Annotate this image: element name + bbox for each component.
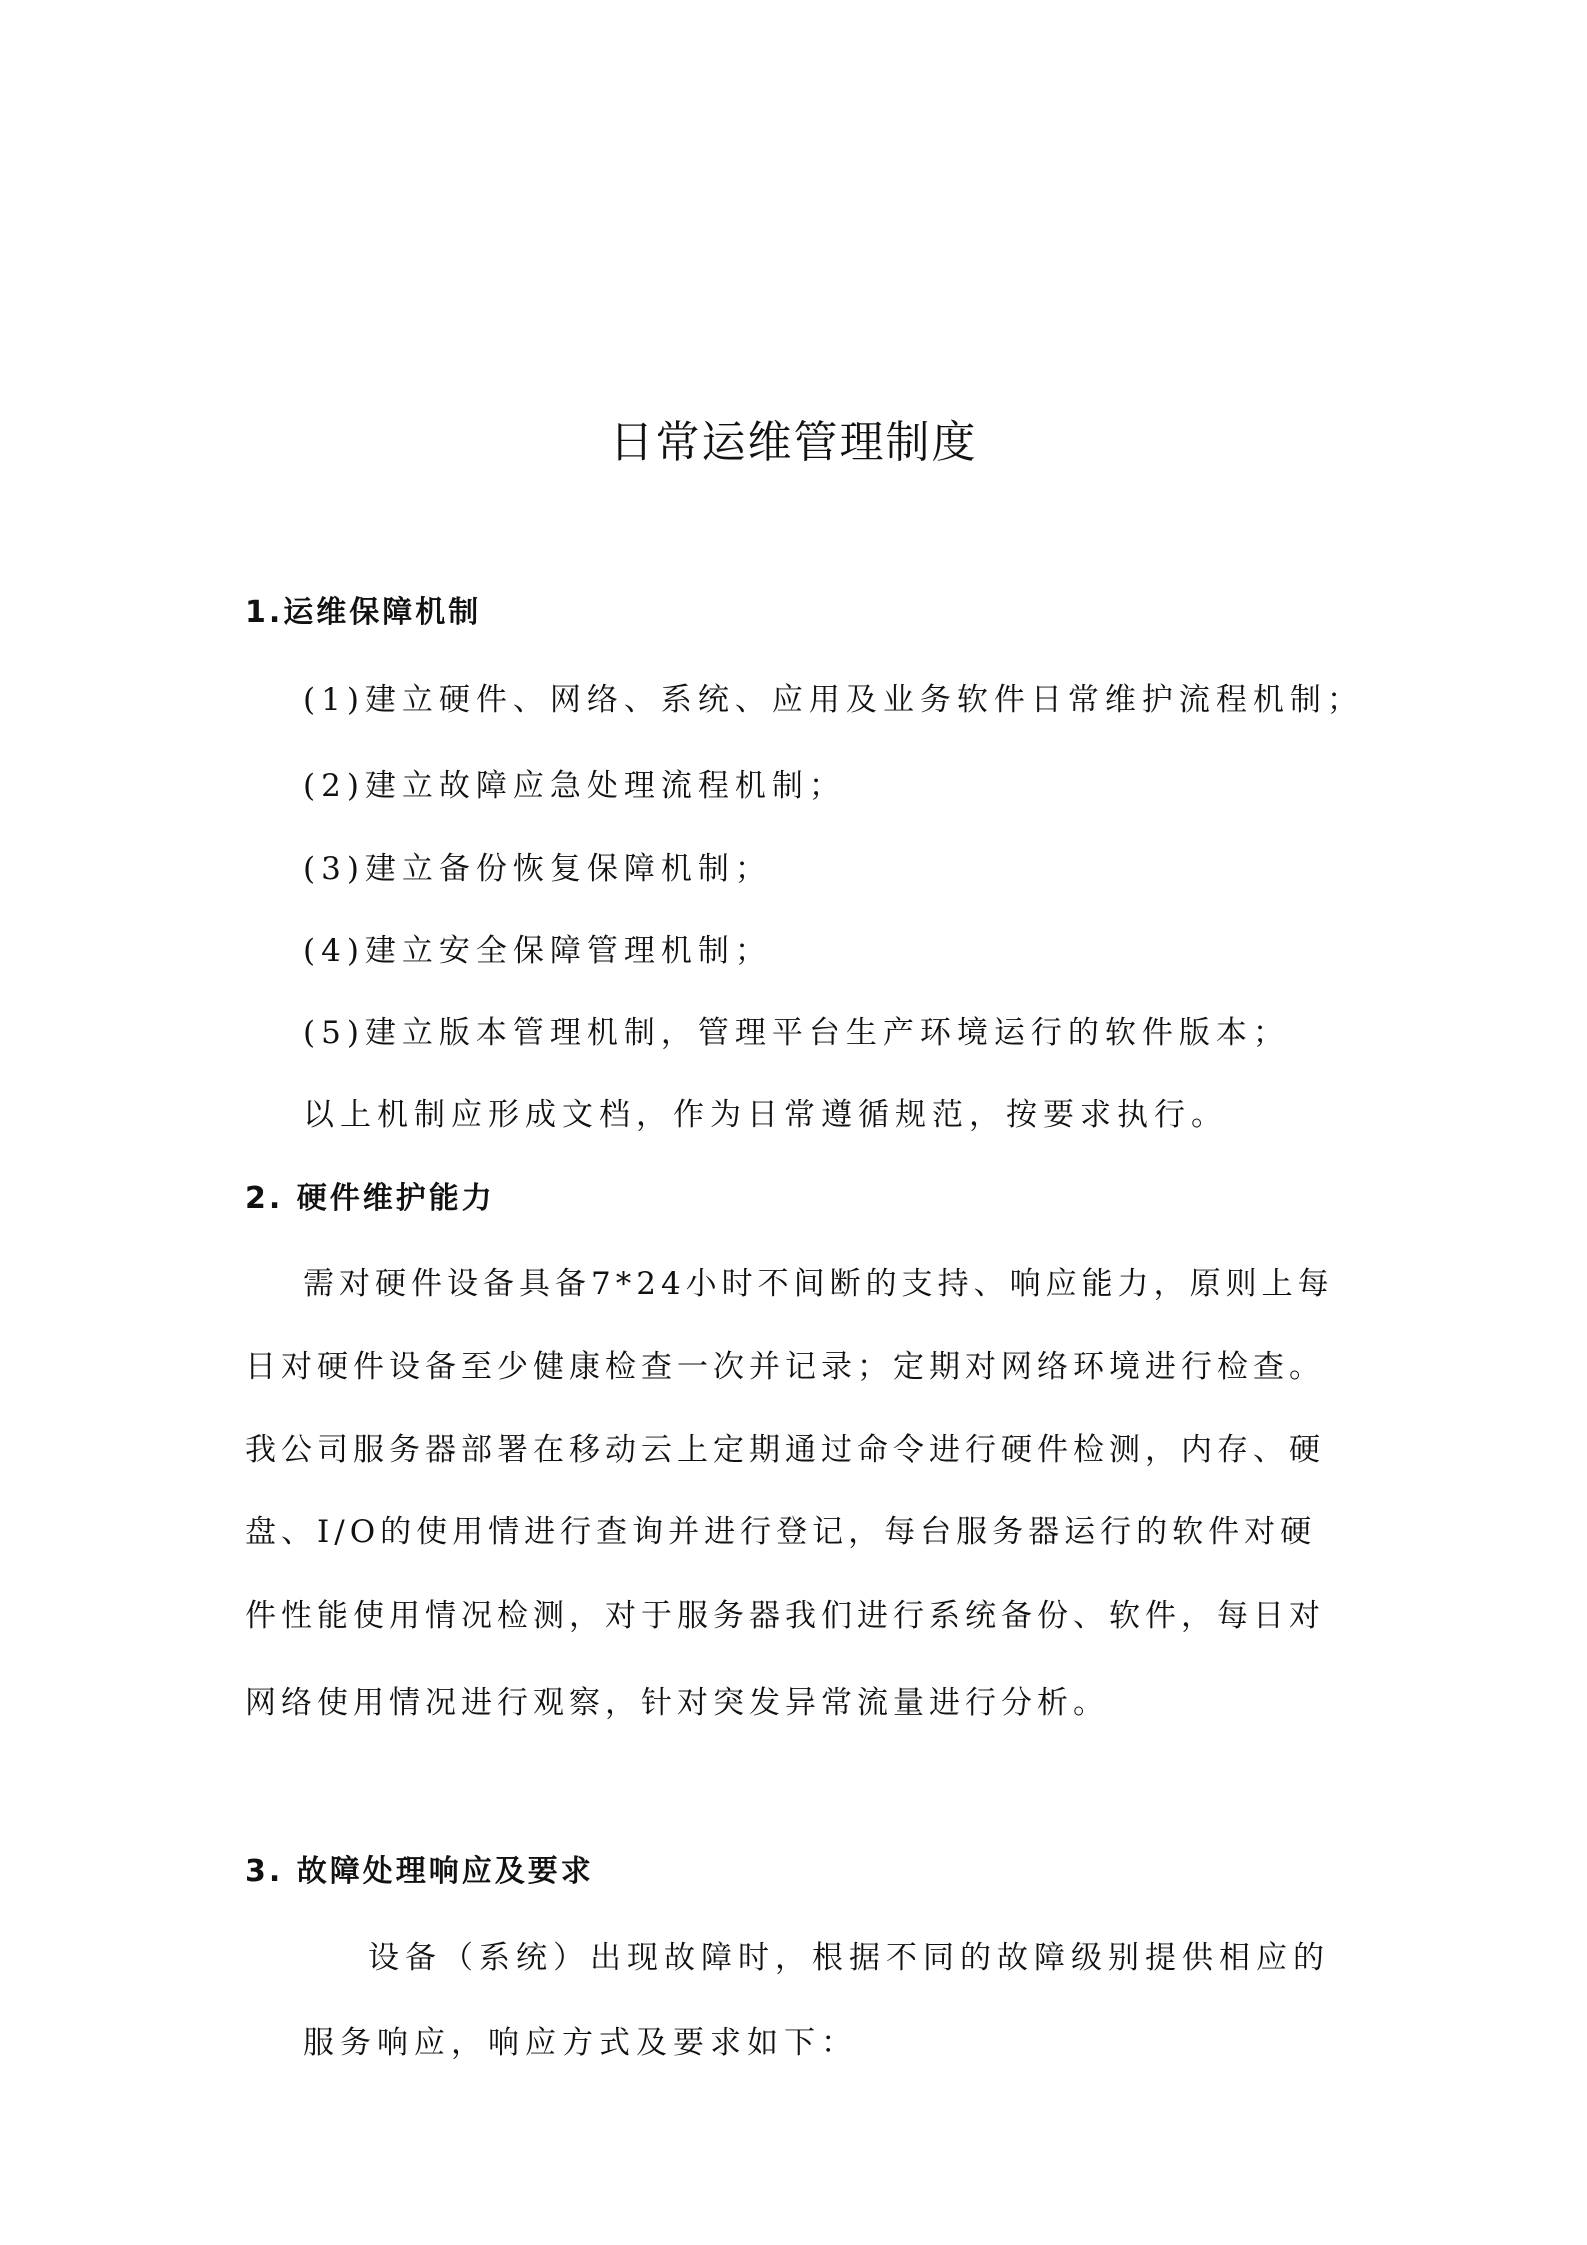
section-1-line: (5)建立版本管理机制，管理平台生产环境运行的软件版本； — [303, 1015, 1290, 1051]
section-1-line: (4)建立安全保障管理机制； — [303, 933, 772, 969]
section-3-line: 设备（系统）出现故障时，根据不同的故障级别提供相应的 — [368, 1940, 1330, 1976]
section-2-line: 我公司服务器部署在移动云上定期通过命令进行硬件检测，内存、硬 — [245, 1432, 1325, 1468]
section-2-line: 盘、I/O的使用情进行查询并进行登记，每台服务器运行的软件对硬 — [245, 1514, 1317, 1550]
section-3-line: 服务响应，响应方式及要求如下： — [303, 2025, 858, 2061]
section-2-line: 网络使用情况进行观察，针对突发异常流量进行分析。 — [245, 1685, 1109, 1721]
section-2-line: 件性能使用情况检测，对于服务器我们进行系统备份、软件，每日对 — [245, 1598, 1325, 1634]
section-heading-2: 2. 硬件维护能力 — [245, 1181, 495, 1216]
section-1-line: (2)建立故障应急处理流程机制； — [303, 768, 846, 804]
section-1-line: (1)建立硬件、网络、系统、应用及业务软件日常维护流程机制； — [303, 682, 1364, 718]
document-title: 日常运维管理制度 — [609, 417, 978, 468]
section-heading-1: 1.运维保障机制 — [245, 595, 482, 630]
section-heading-3: 3. 故障处理响应及要求 — [245, 1854, 594, 1889]
section-2-line: 日对硬件设备至少健康检查一次并记录；定期对网络环境进行检查。 — [245, 1349, 1325, 1385]
section-1-line: 以上机制应形成文档，作为日常遵循规范，按要求执行。 — [303, 1097, 1228, 1133]
section-1-line: (3)建立备份恢复保障机制； — [303, 851, 772, 887]
section-2-line: 需对硬件设备具备7*24小时不间断的支持、响应能力，原则上每 — [303, 1266, 1334, 1302]
